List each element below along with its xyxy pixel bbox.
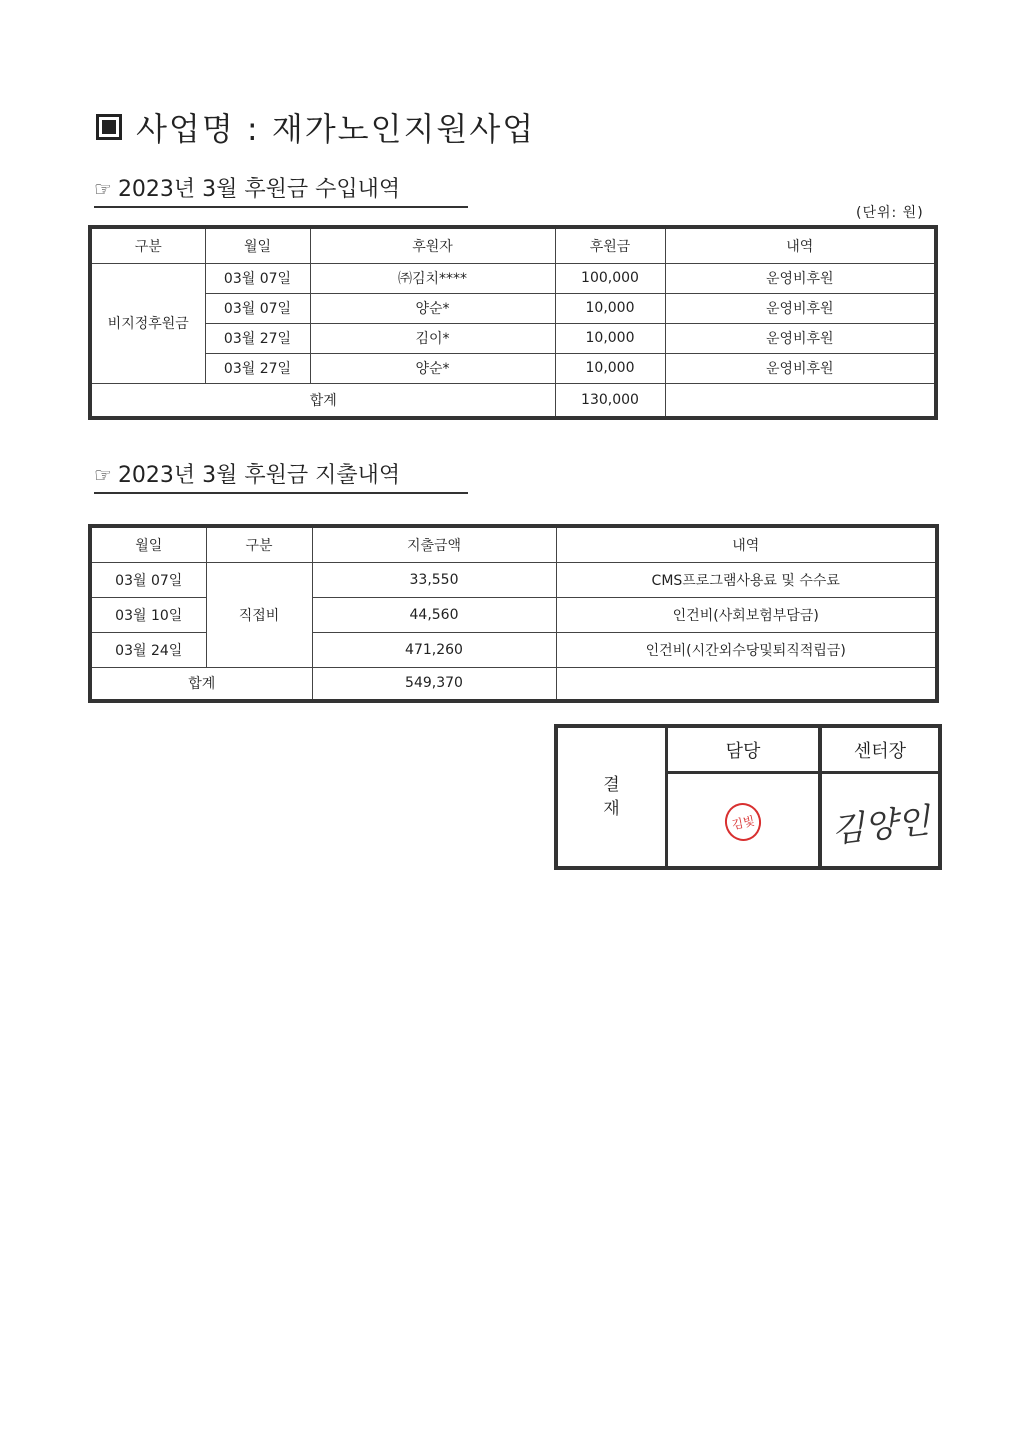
column-header: 지출금액 (312, 526, 556, 562)
page-title (96, 104, 535, 150)
income-title-text: 2023년 3월 후원금 수입내역 (117, 177, 401, 202)
column-header: 월일 (90, 526, 206, 562)
date-cell: 03월 07일 (205, 293, 310, 323)
expense-category-cell: 직접비 (206, 562, 312, 667)
date-cell: 03월 24일 (90, 632, 206, 667)
director-signature-cell (818, 774, 938, 870)
total-label: 합계 (90, 667, 312, 701)
detail-cell: 인건비(시간외수당및퇴직적립금) (556, 632, 937, 667)
square-bullet-icon (96, 114, 122, 140)
date-cell: 03월 27일 (205, 353, 310, 383)
column-header: 후원금 (555, 227, 665, 263)
column-header: 후원자 (310, 227, 555, 263)
approval-header-director: 센터장 (818, 728, 938, 774)
detail-cell: 운영비후원 (665, 263, 936, 293)
detail-cell: 운영비후원 (665, 323, 936, 353)
donor-cell: 양순* (310, 293, 555, 323)
column-header: 월일 (205, 227, 310, 263)
amount-cell: 33,550 (312, 562, 556, 597)
table-row (90, 323, 936, 353)
amount-cell: 10,000 (555, 293, 665, 323)
income-table (88, 225, 938, 420)
detail-cell: 인건비(사회보험부담금) (556, 597, 937, 632)
amount-cell: 471,260 (312, 632, 556, 667)
expense-total-row (90, 667, 937, 701)
total-label: 합계 (90, 383, 555, 418)
table-row (90, 263, 936, 293)
income-category-cell: 비지정후원금 (90, 263, 205, 383)
date-cell: 03월 27일 (205, 323, 310, 353)
approval-label (558, 728, 668, 866)
donor-cell: 양순* (310, 353, 555, 383)
table-row (90, 562, 937, 597)
date-cell: 03월 10일 (90, 597, 206, 632)
column-header: 내역 (665, 227, 936, 263)
unit-label: (단위: 원) (856, 205, 924, 221)
expense-header-row (90, 526, 937, 562)
amount-cell: 10,000 (555, 323, 665, 353)
approval-box (554, 724, 942, 870)
seal-stamp: 김빛 (721, 800, 764, 845)
detail-cell: 운영비후원 (665, 353, 936, 383)
column-header: 내역 (556, 526, 937, 562)
handwritten-signature: 김양인 (829, 800, 932, 851)
approval-label-line1: 결 (603, 775, 620, 795)
donor-cell: 김이* (310, 323, 555, 353)
date-cell: 03월 07일 (205, 263, 310, 293)
total-amount: 549,370 (312, 667, 556, 701)
column-header: 구분 (90, 227, 205, 263)
table-row (90, 293, 936, 323)
total-amount: 130,000 (555, 383, 665, 418)
detail-cell: 운영비후원 (665, 293, 936, 323)
pointing-hand-icon: ☞ (94, 177, 112, 201)
amount-cell: 100,000 (555, 263, 665, 293)
detail-cell: CMS프로그램사용료 및 수수료 (556, 562, 937, 597)
amount-cell: 10,000 (555, 353, 665, 383)
date-cell: 03월 07일 (90, 562, 206, 597)
income-total-row (90, 383, 936, 418)
donor-cell: ㈜김치**** (310, 263, 555, 293)
pointing-hand-icon: ☞ (94, 463, 112, 487)
approval-label-line2: 재 (603, 799, 620, 819)
expense-table (88, 524, 939, 703)
page-title-text: 사업명 : 재가노인지원사업 (136, 110, 536, 148)
table-row (90, 353, 936, 383)
total-detail-empty (556, 667, 937, 701)
column-header: 구분 (206, 526, 312, 562)
total-detail-empty (665, 383, 936, 418)
income-header-row (90, 227, 936, 263)
amount-cell: 44,560 (312, 597, 556, 632)
expense-section-title (94, 458, 468, 494)
income-section-title (94, 172, 468, 208)
expense-title-text: 2023년 3월 후원금 지출내역 (117, 463, 401, 488)
approval-header-manager: 담당 (668, 728, 818, 774)
manager-seal-cell (668, 774, 818, 870)
